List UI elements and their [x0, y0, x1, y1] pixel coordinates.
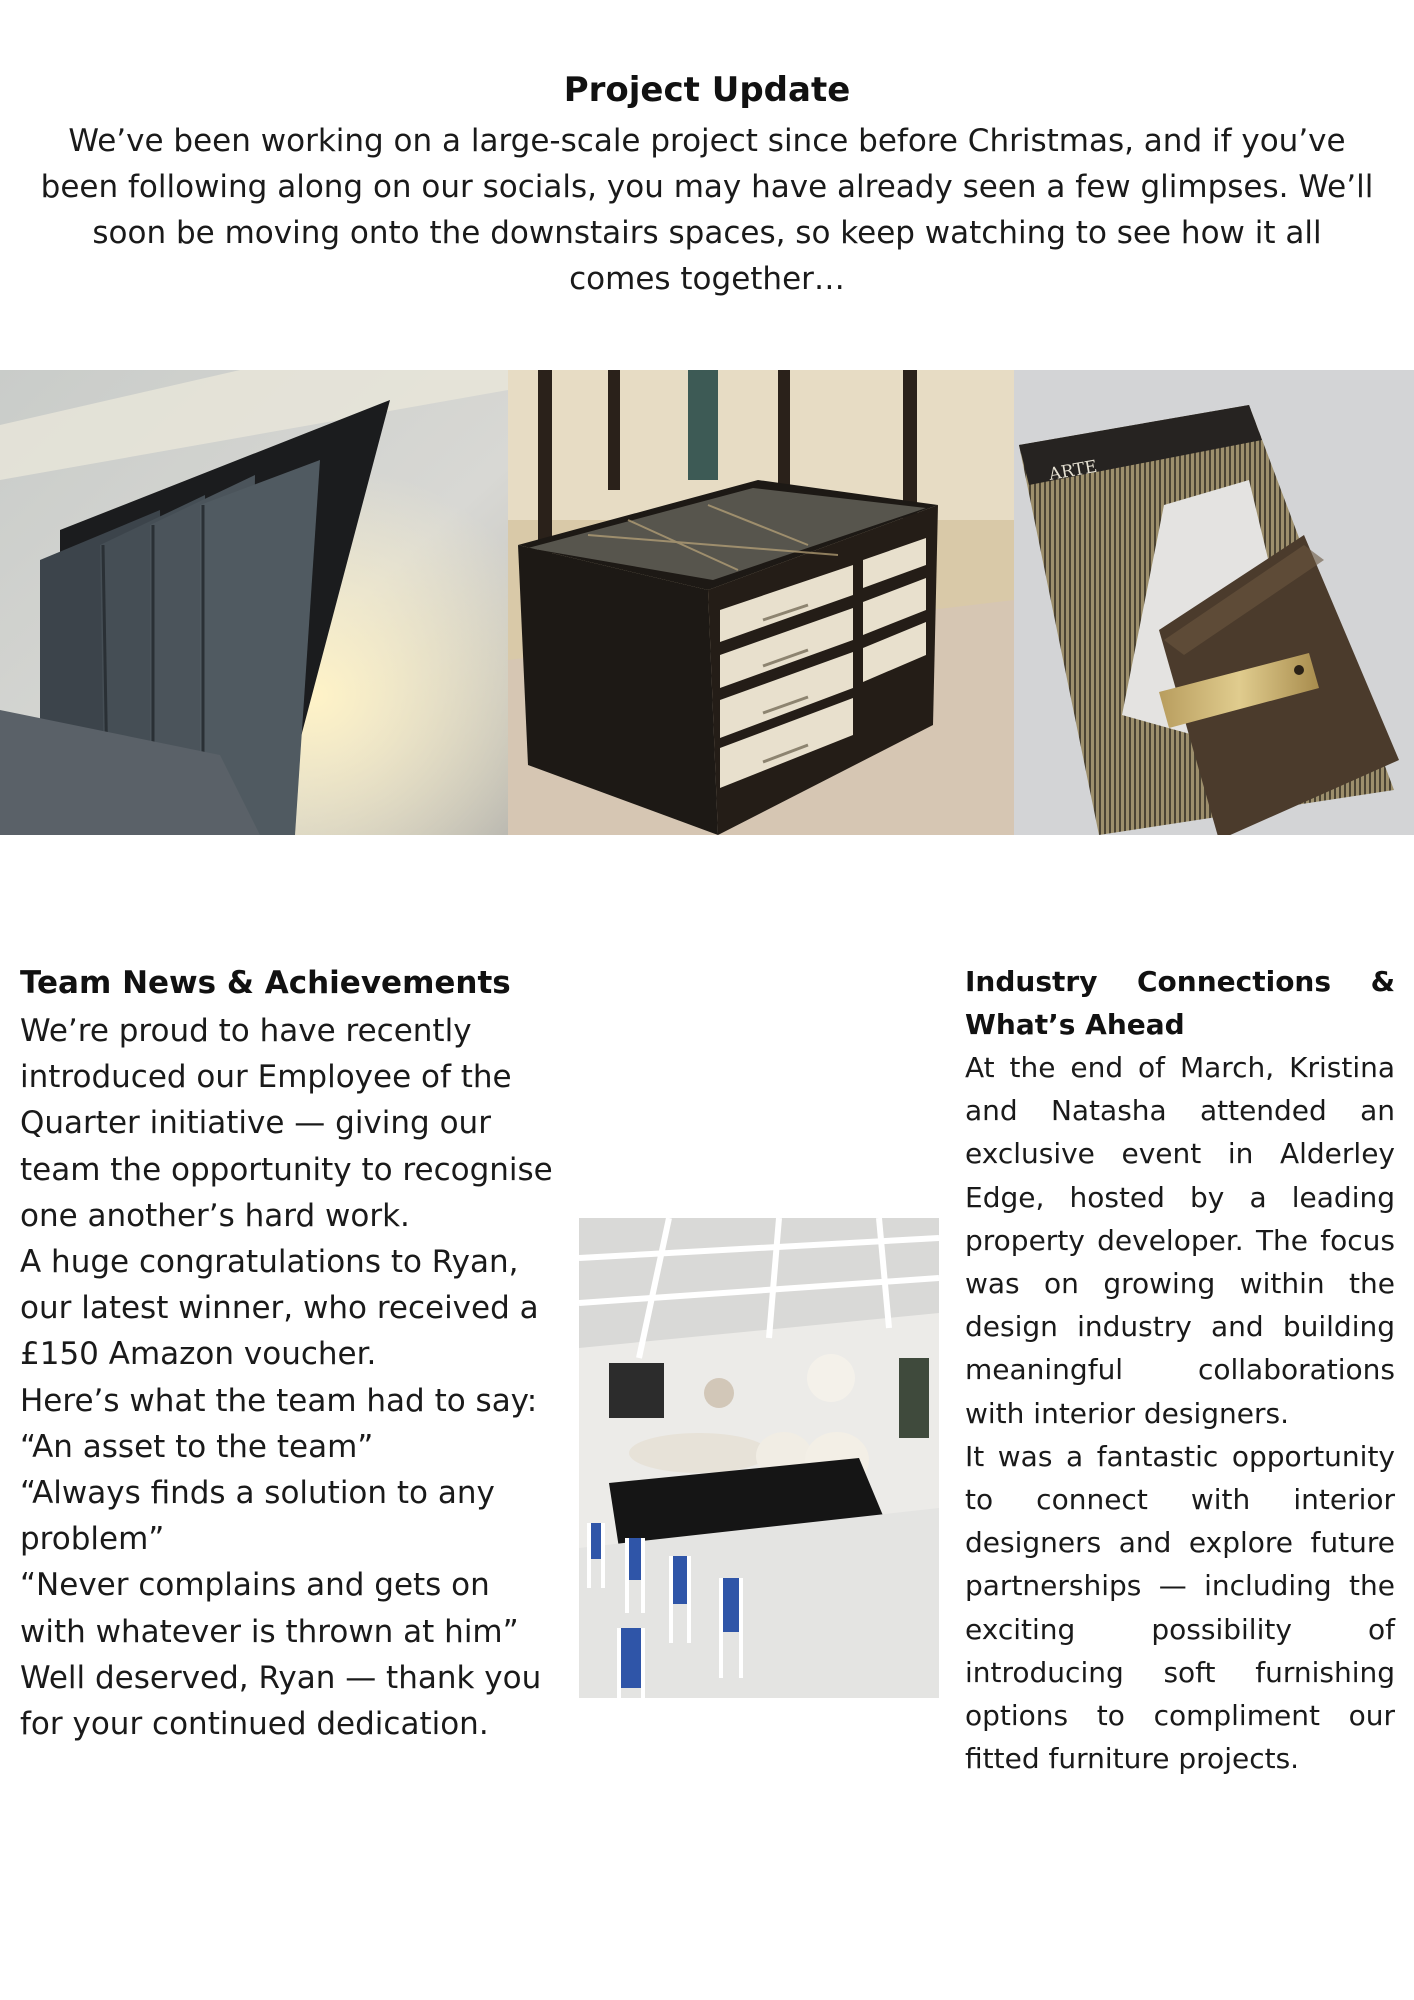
- team-news-section: [20, 960, 560, 1747]
- project-update-title: Project Update: [563, 70, 851, 110]
- team-news-paragraph: A huge congratulations to Ryan, our latest winner, who received a £150 Amazon voucher.: [20, 1244, 539, 1373]
- industry-paragraph: It was a fantastic opportunity to connect with interior designers and explore future partnerships — including the exciting possibility of introducing soft furnishing options to compliment our fitted furniture projects.: [965, 1439, 1395, 1776]
- project-update-body: We’ve been working on a large-scale project since before Christmas, and if you’ve been following along on our socials, you may have already seen a few glimpses. We’ll soon be moving onto the downstairs spaces, so keep watching to see how it all comes together…: [40, 123, 1374, 297]
- team-quote: “Never complains and gets on with whatever is thrown at him”: [20, 1567, 519, 1650]
- event-photo: [579, 1218, 939, 1698]
- headboard-photo: [0, 370, 508, 835]
- team-news-paragraph: Well deserved, Ryan — thank you for your continued dedication.: [20, 1659, 542, 1743]
- industry-paragraph: At the end of March, Kristina and Natasha attended an exclusive event in Alderley Edge, hosted by a leading property developer. The focus was on growing within the design industry and building meaningful collaborations with interior designers.: [965, 1051, 1395, 1430]
- material-samples-photo: [1014, 370, 1414, 835]
- team-news-paragraph: Here’s what the team had to say:: [20, 1382, 538, 1419]
- industry-title: Industry Connections & What’s Ahead: [965, 965, 1395, 1041]
- dressing-island-photo: [508, 370, 1014, 835]
- arte-brand-text: ARTE: [1047, 456, 1099, 485]
- team-news-title: Team News & Achievements: [20, 965, 511, 1001]
- industry-section: [965, 960, 1395, 1780]
- team-quote: “An asset to the team”: [20, 1428, 374, 1465]
- team-quote: “Always finds a solution to any problem”: [20, 1475, 495, 1558]
- team-news-paragraph: We’re proud to have recently introduced our Employee of the Quarter initiative — giving our team the opportunity to recognise one another’s hard work.: [20, 1013, 553, 1234]
